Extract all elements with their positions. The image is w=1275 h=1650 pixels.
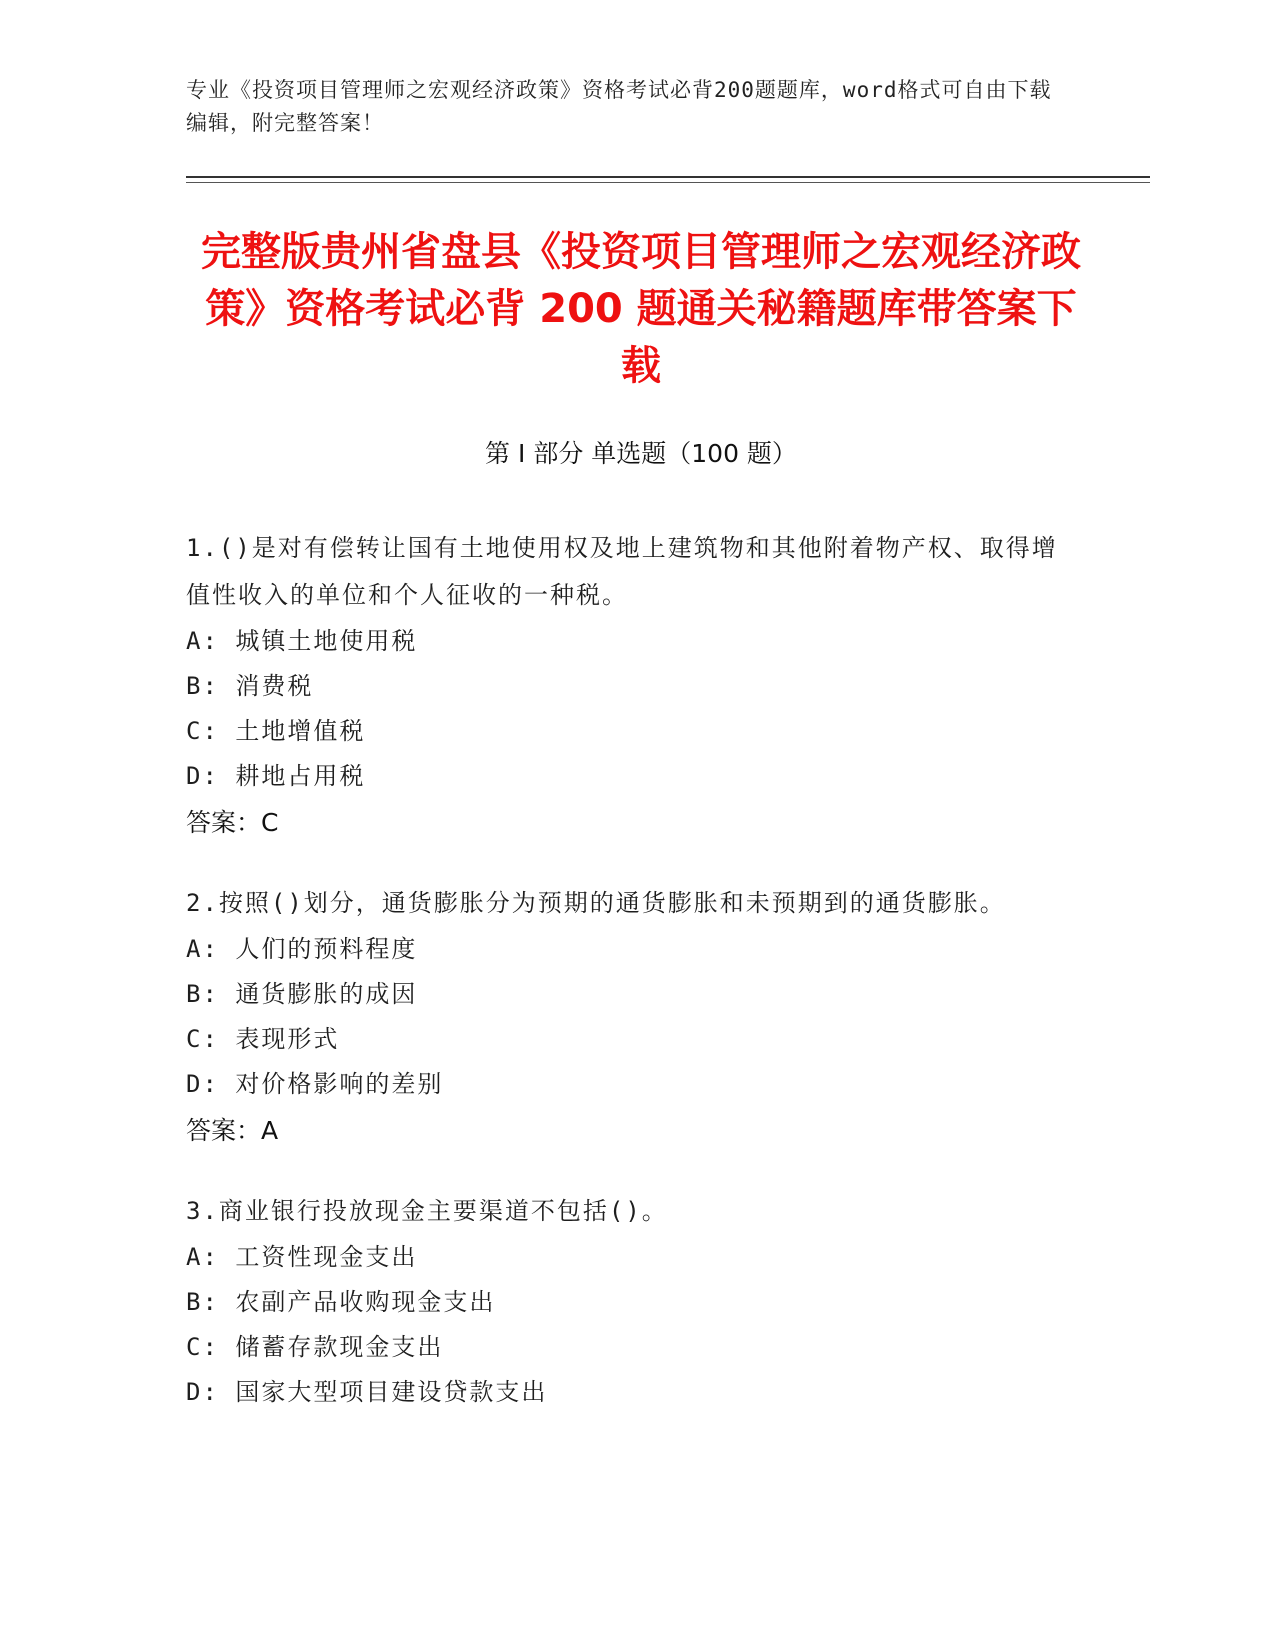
option-d: D: 耕地占用税 [186,762,366,790]
option-d: D: 国家大型项目建设贷款支出 [186,1378,548,1406]
question-3 [186,1188,1066,1415]
question-2 [186,880,1066,1154]
document-title: 完整版贵州省盘县《投资项目管理师之宏观经济政策》资格考试必背 200 题通关秘籍题库带答案下载 [201,229,1081,389]
option-b: B: 农副产品收购现金支出 [186,1288,496,1316]
option-a: A: 城镇土地使用税 [186,627,418,655]
question-stem: 1.()是对有偿转让国有土地使用权及地上建筑物和其他附着物产权、取得增值性收入的单位和个人征收的一种税。 [186,534,1058,609]
answer: 答案：C [186,808,279,837]
section-heading: 第 I 部分 单选题（100 题） [485,439,797,468]
header-rule-thin [186,182,1150,183]
option-b: B: 消费税 [186,672,314,700]
question-1 [186,525,1066,846]
option-c: C: 表现形式 [186,1025,340,1053]
question-list [186,525,1066,1449]
question-stem: 2.按照()划分，通货膨胀分为预期的通货膨胀和未预期到的通货膨胀。 [186,889,1006,917]
answer: 答案：A [186,1116,279,1145]
option-a: A: 人们的预料程度 [186,935,418,963]
question-stem: 3.商业银行投放现金主要渠道不包括()。 [186,1197,668,1225]
option-c: C: 土地增值税 [186,717,366,745]
option-b: B: 通货膨胀的成因 [186,980,418,1008]
header-note: 专业《投资项目管理师之宏观经济政策》资格考试必背200题题库，word格式可自由下载编辑，附完整答案！ [186,78,1052,135]
option-a: A: 工资性现金支出 [186,1243,418,1271]
option-c: C: 储蓄存款现金支出 [186,1333,444,1361]
option-d: D: 对价格影响的差别 [186,1070,444,1098]
header-rule-thick [186,176,1150,178]
